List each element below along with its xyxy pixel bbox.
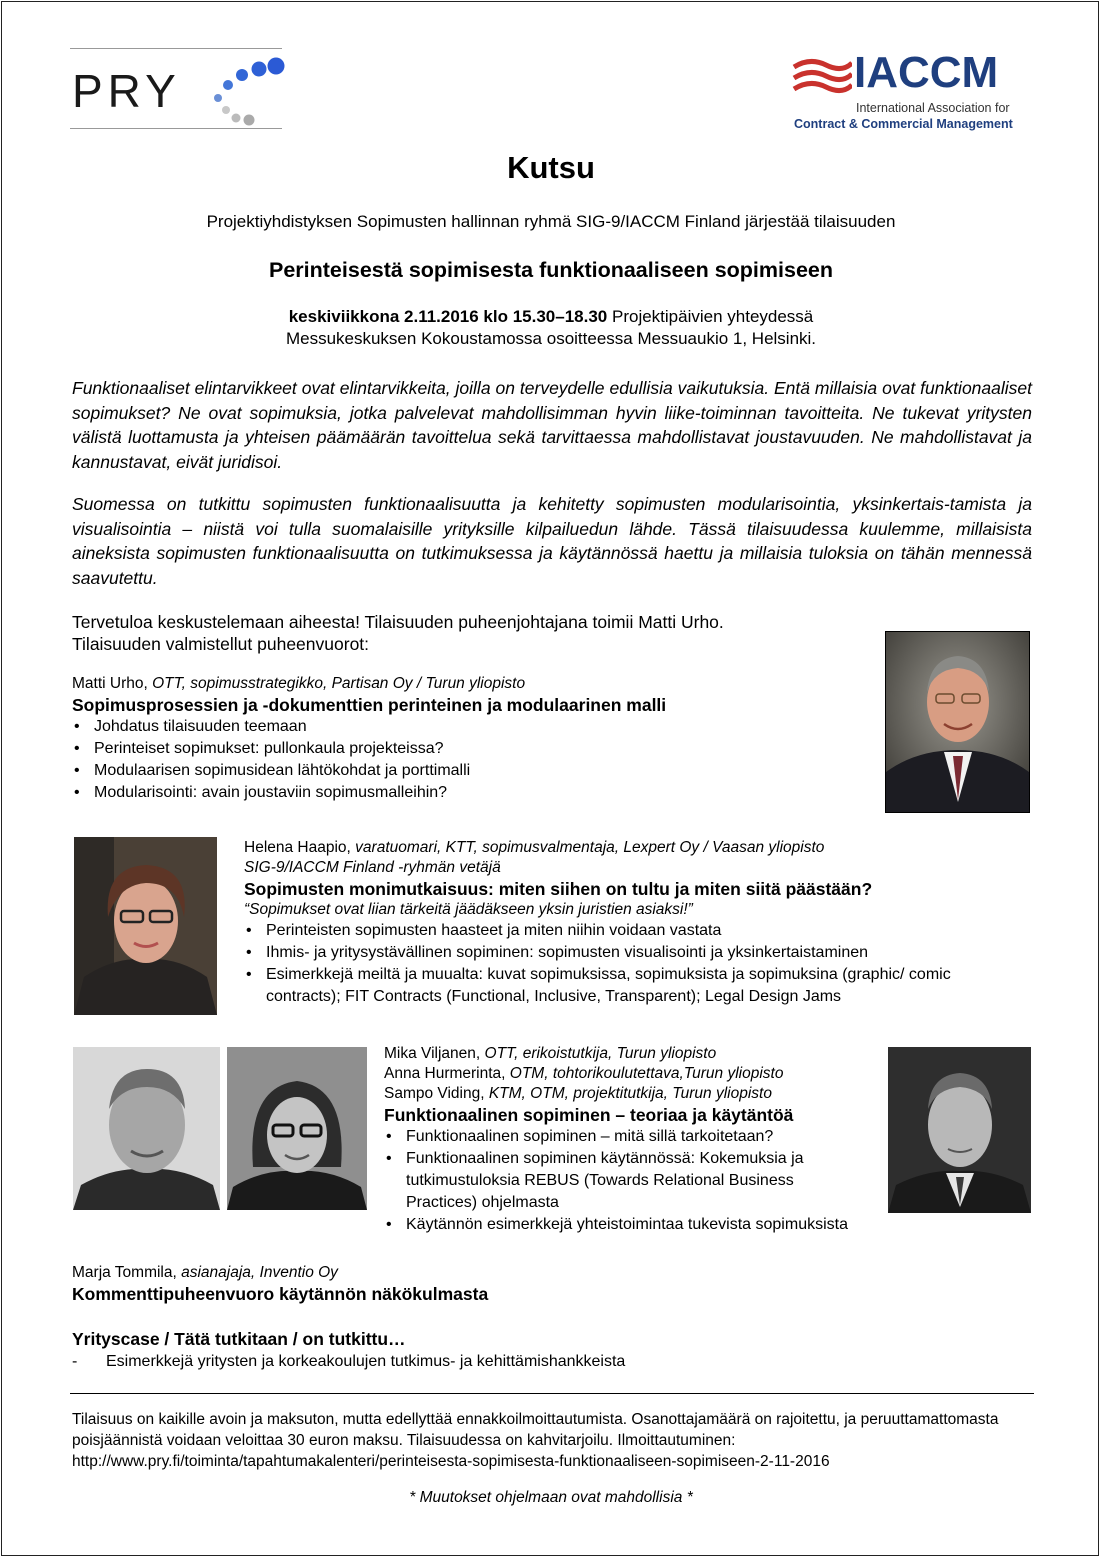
portrait-image xyxy=(888,1047,1031,1213)
matti-urho-photo xyxy=(885,631,1030,813)
talk-2-speaker-role-2 xyxy=(244,858,1044,878)
speaker-role: OTM, tohtorikoulutettava,Turun yliopisto xyxy=(509,1065,784,1082)
talk-1-topic: Sopimusprosessien ja -dokumenttien perinteinen ja modulaarinen malli xyxy=(72,695,667,715)
talk-1 xyxy=(72,674,872,804)
pry-logo xyxy=(70,48,285,130)
iaccm-logo xyxy=(792,48,1042,134)
talk-4 xyxy=(72,1263,872,1305)
talk-3-speaker-1 xyxy=(384,1044,904,1064)
talk-3-speaker-3 xyxy=(384,1084,904,1104)
intro-paragraph-1: Funktionaaliset elintarvikkeet ovat elintarvikkeita, joilla on terveydelle edullisia vaikutuksia. Entä millaisia ovat funktionaaliset sopimukset? Ne ovat sopimuksia, jotka palvelevat mahdollisimman hyvin liike-toiminnan tavoitteita. Ne tukevat yritysten välistä luottamusta ja yhteisen päämäärän tavoittelua sekä tarvittaessa mahdollistavat joustavuuden. Ne mahdollistavat ja kannustavat, eivät juridisoi. xyxy=(72,378,1032,472)
iaccm-logo-text: IACCM xyxy=(854,48,999,97)
footer-note: * Muutokset ohjelmaan ovat mahdollisia * xyxy=(409,1489,693,1506)
registration-link[interactable]: http://www.pry.fi/toiminta/tapahtumakalenteri/perinteisesta-sopimisesta-funktionaaliseen-sopimiseen-2-11-2016 xyxy=(72,1453,830,1470)
speaker-role: OTT, erikoistutkija, Turun yliopisto xyxy=(484,1045,717,1062)
case-item-text: Esimerkkejä yritysten ja korkeakoulujen tutkimus- ja kehittämishankkeista xyxy=(106,1353,626,1370)
talks-heading: Tilaisuuden valmistellut puheenvuorot: xyxy=(72,634,370,654)
list-item: • Esimerkkejä meiltä ja muualta: kuvat sopimuksissa, sopimuksista ja sopimuksina (graphic/ comic contracts); FIT Contracts (Functional, Inclusive, Transparent); Legal Design Jams xyxy=(244,964,999,1008)
iaccm-tagline-2: Contract & Commercial Management xyxy=(794,117,1013,131)
talk-2-topic: Sopimusten monimutkaisuus: miten siihen on tultu ja miten siitä päästään? xyxy=(244,879,873,899)
list-item: • Perinteisten sopimusten haasteet ja miten niihin voidaan vastata xyxy=(244,920,999,942)
list-item: • Johdatus tilaisuuden teemaan xyxy=(72,716,872,738)
list-item: • Perinteiset sopimukset: pullonkaula projekteissa? xyxy=(72,738,872,760)
list-item: • Funktionaalinen sopiminen – mitä sillä tarkoitetaan? xyxy=(384,1126,854,1148)
list-item: • Käytännön esimerkkejä yhteistoimintaa tukevista sopimuksista xyxy=(384,1214,966,1236)
portrait-image xyxy=(886,632,1029,812)
portrait-image xyxy=(73,1047,220,1210)
list-item: • Funktionaalinen sopiminen käytännössä: Kokemuksia ja tutkimustuloksia REBUS (Towards Relational Business Practices) ohjelmasta xyxy=(384,1148,826,1214)
event-title: Perinteisestä sopimisesta funktionaaliseen sopimiseen xyxy=(269,258,833,282)
iaccm-waves-icon xyxy=(792,57,852,97)
anna-hurmerinta-photo xyxy=(227,1047,367,1210)
pry-logo-text: PRY xyxy=(72,65,181,117)
talk-3 xyxy=(384,1044,904,1236)
welcome-line: Tervetuloa keskustelemaan aiheesta! Tilaisuuden puheenjohtajana toimii Matti Urho. xyxy=(72,612,724,632)
footer xyxy=(72,1409,1032,1472)
talk-2-speaker xyxy=(244,838,1044,858)
talk-4-speaker xyxy=(72,1263,872,1283)
footer-text: Tilaisuus on kaikille avoin ja maksuton, mutta edellyttää ennakkoilmoittautumista. Osanottajamäärä on rajoitettu, ja peruuttamattomasta poisjäännistä voidaan veloittaa 30 euron maksu. Tilaisuudessa on kahvitarjoilu. Ilmoittautuminen: xyxy=(72,1411,999,1449)
talk-1-speaker xyxy=(72,674,872,694)
event-context: Projektipäivien yhteydessä xyxy=(607,307,814,326)
talk-2 xyxy=(244,838,1044,1008)
list-item: • Modularisointi: avain joustaviin sopimusmalleihin? xyxy=(72,782,872,804)
speaker-name: Helena Haapio, xyxy=(244,839,356,856)
speaker-name: Mika Viljanen, xyxy=(384,1045,485,1062)
speaker-role: OTT, sopimusstrategikko, Partisan Oy / Turun yliopisto xyxy=(152,675,526,692)
portrait-image xyxy=(74,837,217,1015)
speaker-group: SIG-9/IACCM Finland -ryhmän vetäjä xyxy=(244,859,501,876)
talk-3-speaker-2 xyxy=(384,1064,904,1084)
speaker-name: Anna Hurmerinta, xyxy=(384,1065,510,1082)
talk-1-bullets xyxy=(72,716,872,804)
speaker-name: Sampo Viding, xyxy=(384,1085,489,1102)
talk-3-topic: Funktionaalinen sopiminen – teoriaa ja käytäntöä xyxy=(384,1105,794,1125)
pry-dots-icon xyxy=(206,48,286,130)
speaker-name: Marja Tommila, xyxy=(72,1264,182,1281)
sampo-viding-photo xyxy=(888,1047,1031,1213)
speaker-name: Matti Urho, xyxy=(72,675,153,692)
talk-2-bullets xyxy=(244,920,999,1008)
event-location: Messukeskuksen Kokoustamossa osoitteessa Messuaukio 1, Helsinki. xyxy=(285,329,817,348)
case-heading: Yrityscase / Tätä tutkitaan / on tutkittu… xyxy=(72,1329,406,1349)
list-item: • Modulaarisen sopimusidean lähtökohdat ja porttimalli xyxy=(72,760,872,782)
page-title: Kutsu xyxy=(507,150,595,185)
event-when xyxy=(0,306,1102,350)
portrait-image xyxy=(227,1047,367,1210)
mika-viljanen-photo xyxy=(73,1047,220,1210)
event-date: keskiviikkona 2.11.2016 klo 15.30–18.30 xyxy=(288,307,608,326)
speaker-role: KTM, OTM, projektitutkija, Turun yliopisto xyxy=(488,1085,772,1102)
talk-4-topic: Kommenttipuheenvuoro käytännön näkökulmasta xyxy=(72,1284,489,1304)
talk-2-quote: “Sopimukset ovat liian tärkeitä jäädäkseen yksin juristien asiaksi!” xyxy=(244,901,693,918)
intro-paragraph-2: Suomessa on tutkittu sopimusten funktionaalisuutta ja kehitetty sopimusten modularisointia, yksinkertais-tamista ja visualisointia – niistä voi tulla suomalaisille yrityksille kilpailuedun lähde. Tässä tilaisuudessa kuulemme, millaisista aineksista sopimusten funktionaalisuutta on tutkimuksessa ja käytännössä haettu ja millaisia tuloksia on tähän mennessä saavutettu. xyxy=(72,494,1032,588)
talk-3-bullets xyxy=(384,1126,854,1236)
speaker-role: varatuomari, KTT, sopimusvalmentaja, Lexpert Oy / Vaasan yliopisto xyxy=(355,839,825,856)
footer-divider xyxy=(70,1393,1034,1394)
case-item xyxy=(72,1351,625,1373)
helena-haapio-photo xyxy=(74,837,217,1015)
organizer-line: Projektiyhdistyksen Sopimusten hallinnan ryhmä SIG-9/IACCM Finland järjestää tilaisuuden xyxy=(206,212,896,231)
iaccm-tagline-1: International Association for xyxy=(856,101,1010,115)
speaker-role: asianajaja, Inventio Oy xyxy=(181,1264,338,1281)
case-dash: - xyxy=(72,1353,78,1370)
list-item: • Ihmis- ja yritysystävällinen sopiminen: sopimusten visualisointi ja yksinkertaistaminen xyxy=(244,942,999,964)
